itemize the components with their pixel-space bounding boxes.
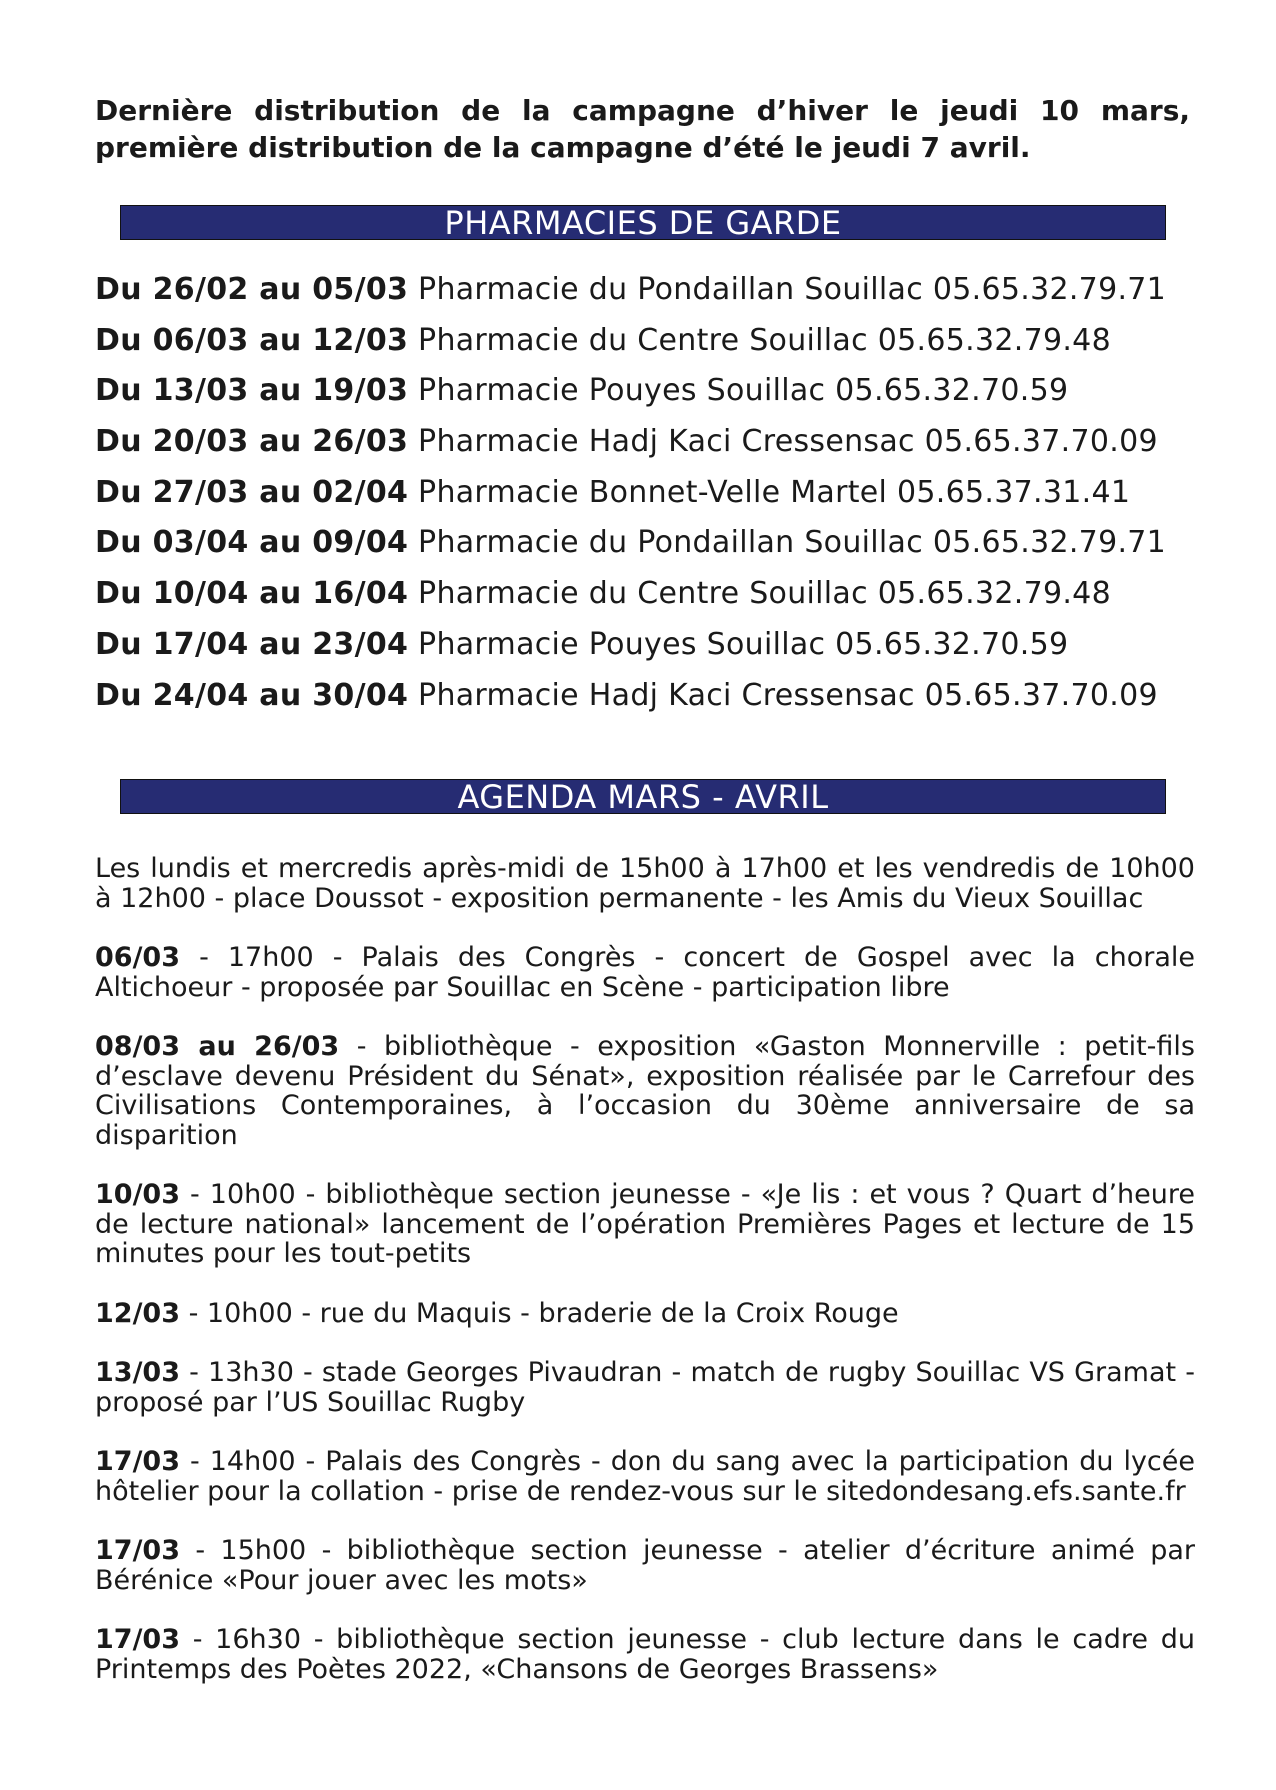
pharmacy-item — [95, 420, 1195, 471]
pharmacy-item — [95, 674, 1195, 725]
agenda-entry — [95, 1180, 1195, 1269]
pharmacy-dates: Du 27/03 au 02/04 — [95, 474, 409, 510]
pharmacy-item — [95, 521, 1195, 572]
agenda-entry-date: 17/03 — [95, 1624, 181, 1655]
agenda-entry-text: - 10h00 - rue du Maquis - braderie de la Croix Rouge — [180, 1297, 899, 1329]
agenda-entry — [95, 1625, 1195, 1684]
agenda-entry-date: 10/03 — [95, 1179, 181, 1210]
agenda-entry-text: - 15h00 - bibliothèque section jeunesse - atelier d’écriture animé par Bérénice «Pour jouer avec les mots» — [95, 1535, 1195, 1596]
agenda-entry-text: - 16h30 - bibliothèque section jeunesse - club lecture dans le cadre du Printemps des Poètes 2022, «Chansons de Georges Brassens» — [95, 1624, 1195, 1685]
agenda-entry — [95, 1299, 1195, 1329]
pharmacy-item — [95, 369, 1195, 420]
pharmacy-item — [95, 572, 1195, 623]
pharmacy-item — [95, 471, 1195, 522]
pharmacy-info: Pharmacie Pouyes Souillac 05.65.32.70.59 — [418, 626, 1069, 662]
agenda-entry-date: 12/03 — [95, 1297, 181, 1329]
pharmacy-dates: Du 03/04 au 09/04 — [95, 525, 409, 561]
intro-paragraph: Dernière distribution de la campagne d’hiver le jeudi 10 mars, première distribution de la campagne d’été le jeudi 7 avril. — [95, 94, 1190, 164]
agenda-entry-text: - 13h30 - stade Georges Pivaudran - match de rugby Souillac VS Gramat - proposé par l’US Souillac Rugby — [95, 1357, 1195, 1418]
pharmacy-item — [95, 623, 1195, 674]
pharmacy-info: Pharmacie du Centre Souillac 05.65.32.79.48 — [418, 576, 1111, 612]
pharmacy-item — [95, 268, 1195, 319]
agenda-section-heading: AGENDA MARS - AVRIL — [120, 779, 1166, 814]
agenda-entry-text: - bibliothèque - exposition «Gaston Monnerville : petit-fils d’esclave devenu Président du Sénat», exposition réalisée par le Carrefour des Civilisations Contemporaines, à l’occasion du 30ème anniversaire de sa disparition — [95, 1031, 1195, 1151]
pharmacy-item — [95, 319, 1195, 370]
pharmacy-dates: Du 24/04 au 30/04 — [95, 677, 409, 713]
agenda-entry — [95, 1358, 1195, 1417]
pharmacy-dates: Du 26/02 au 05/03 — [95, 272, 409, 307]
agenda-entry — [95, 854, 1195, 913]
agenda-entry — [95, 1032, 1195, 1150]
agenda-entry-text: - 14h00 - Palais des Congrès - don du sang avec la participation du lycée hôtelier pour la collation - prise de rendez-vous sur le sitedondesang.efs.sante.fr — [95, 1446, 1195, 1507]
pharmacy-dates: Du 06/03 au 12/03 — [95, 322, 409, 358]
agenda-entry — [95, 943, 1195, 1002]
pharmacy-info: Pharmacie Hadj Kaci Cressensac 05.65.37.70.09 — [418, 424, 1158, 460]
agenda-entry — [95, 1447, 1195, 1506]
agenda-entry-date: 17/03 — [95, 1446, 181, 1477]
pharmacies-list — [95, 268, 1195, 724]
agenda-entry — [95, 1536, 1195, 1595]
pharmacy-info: Pharmacie du Pondaillan Souillac 05.65.32.79.71 — [418, 272, 1167, 307]
pharmacy-info: Pharmacie Bonnet-Velle Martel 05.65.37.31.41 — [418, 474, 1131, 510]
agenda-entry-date: 06/03 — [95, 942, 181, 973]
agenda-list — [95, 854, 1195, 1714]
agenda-entry-date: 17/03 — [95, 1535, 181, 1566]
pharmacies-section-heading: PHARMACIES DE GARDE — [120, 205, 1166, 240]
pharmacy-info: Pharmacie Pouyes Souillac 05.65.32.70.59 — [418, 373, 1069, 409]
pharmacy-dates: Du 10/04 au 16/04 — [95, 576, 409, 612]
agenda-entry-text: - 17h00 - Palais des Congrès - concert de Gospel avec la chorale Altichoeur - proposée par Souillac en Scène - participation libre — [95, 942, 1195, 1003]
pharmacy-dates: Du 17/04 au 23/04 — [95, 626, 409, 662]
pharmacy-info: Pharmacie du Centre Souillac 05.65.32.79.48 — [418, 322, 1111, 358]
pharmacy-info: Pharmacie du Pondaillan Souillac 05.65.32.79.71 — [418, 525, 1167, 561]
agenda-entry-date: 13/03 — [95, 1357, 181, 1388]
agenda-entry-text: Les lundis et mercredis après-midi de 15h00 à 17h00 et les vendredis de 10h00 à 12h00 - place Doussot - exposition permanente - les Amis du Vieux Souillac — [95, 853, 1195, 914]
pharmacy-dates: Du 13/03 au 19/03 — [95, 373, 409, 409]
agenda-entry-date: 08/03 au 26/03 — [95, 1031, 340, 1062]
pharmacy-dates: Du 20/03 au 26/03 — [95, 424, 409, 460]
pharmacy-info: Pharmacie Hadj Kaci Cressensac 05.65.37.70.09 — [418, 677, 1158, 713]
agenda-entry-text: - 10h00 - bibliothèque section jeunesse - «Je lis : et vous ? Quart d’heure de lecture national» lancement de l’opération Premières Pages et lecture de 15 minutes pour les tout-petits — [95, 1179, 1195, 1269]
